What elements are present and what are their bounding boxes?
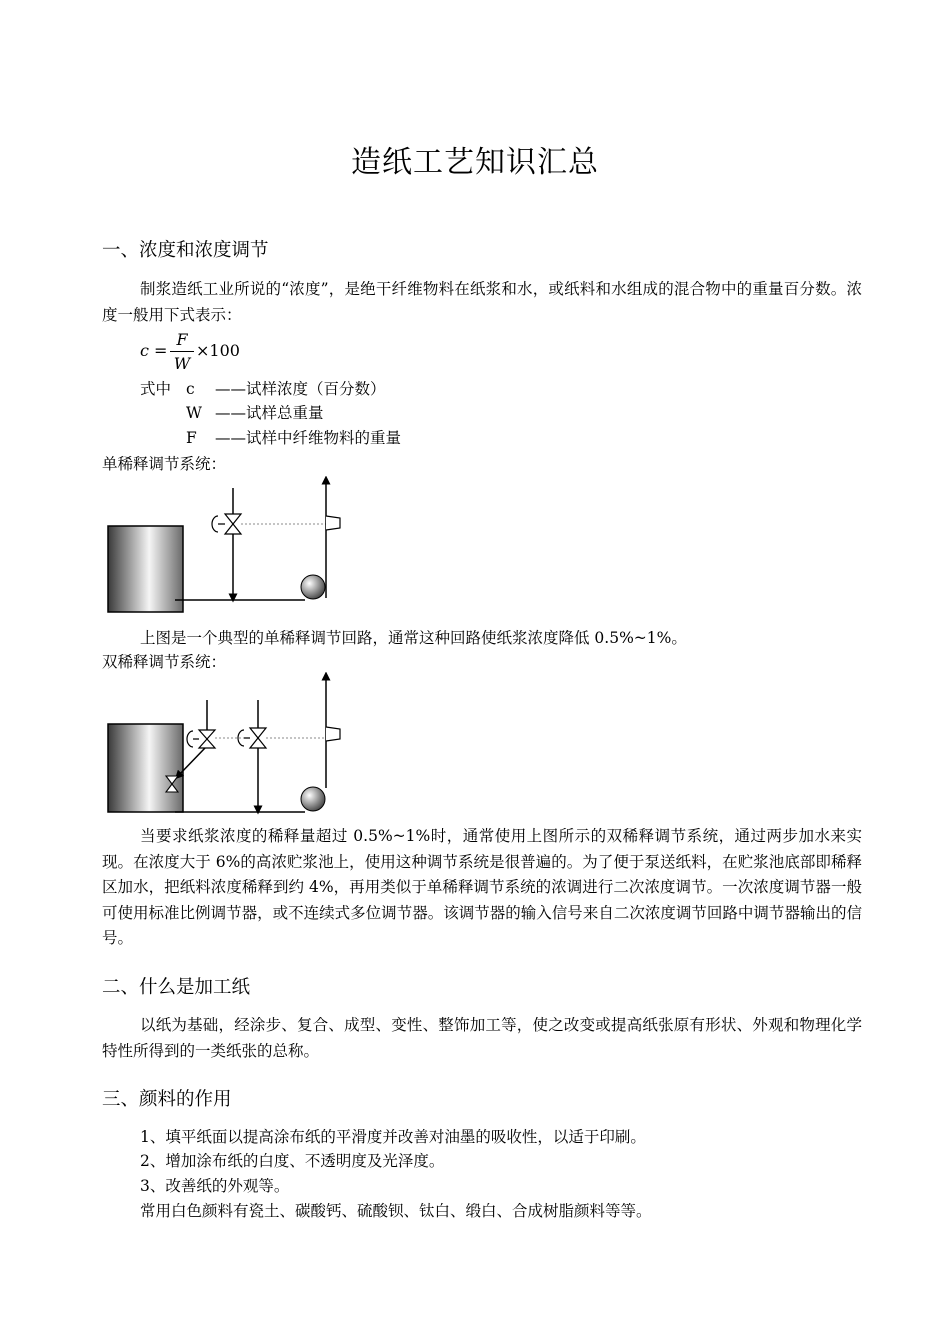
formula-denominator: W xyxy=(173,354,191,373)
section-heading-processed-paper: 二、什么是加工纸 xyxy=(102,977,251,998)
def-text-w: ——试样总重量 xyxy=(215,404,324,422)
secondary-valve-icon xyxy=(238,728,266,748)
pigment-item-3: 3、改善纸的外观等。 xyxy=(140,1177,290,1195)
high-consistency-tank xyxy=(108,724,183,812)
primary-valve-icon xyxy=(187,730,215,748)
where-label: 式中 xyxy=(140,380,172,398)
single-dilution-caption: 上图是一个典型的单稀释调节回路，通常这种回路使纸浆浓度降低 0.5%~1%。 xyxy=(140,629,687,647)
pump-icon-2 xyxy=(301,787,325,811)
double-dilution-text: 当要求纸浆浓度的稀释量超过 0.5%~1%时，通常使用上图所示的双稀释调节系统，通过两步加水来实现。在浓度大于 6%的高浓贮浆池上，使用这种调节系统是很普遍的。为了便于泵送纸料，在贮浆池底部即稀释区加水，把纸料浓度稀释到约 4%，再用类似于单稀释调节系统的浓调进行二次浓度调节。一次浓度调节器一般可使用标准比例调节器，或不连续式多位调节器。该调节器的输入信号来自二次浓度调节回路中调节器输出的信号。 xyxy=(102,827,862,947)
double-dilution-diagram xyxy=(100,672,360,818)
page-title: 造纸工艺知识汇总 xyxy=(351,145,599,180)
section-heading-concentration: 一、浓度和浓度调节 xyxy=(102,240,269,261)
single-dilution-diagram xyxy=(100,476,360,618)
stock-tank xyxy=(108,526,183,612)
formula-numerator: F xyxy=(176,330,188,349)
formula-fraction xyxy=(170,330,194,373)
pigment-item-1: 1、填平纸面以提高涂布纸的平滑度并改善对油墨的吸收性，以适于印刷。 xyxy=(140,1128,646,1146)
def-symbol-f: F xyxy=(186,429,197,447)
pump-icon xyxy=(301,575,325,599)
formula-lhs: c = xyxy=(140,341,168,360)
consistency-sensor-icon-2 xyxy=(326,727,340,741)
section-heading-pigment: 三、颜料的作用 xyxy=(102,1089,232,1110)
def-text-f: ——试样中纤维物料的重量 xyxy=(215,429,402,447)
formula-rhs: ×100 xyxy=(196,341,240,360)
consistency-sensor-icon xyxy=(326,516,340,530)
processed-paper-text: 以纸为基础，经涂步、复合、成型、变性、整饰加工等，使之改变或提高纸张原有形状、外观和物理化学特性所得到的一类纸张的总称。 xyxy=(102,1016,862,1060)
concentration-intro: 制浆造纸工业所说的“浓度”，是绝干纤维物料在纸浆和水，或纸料和水组成的混合物中的重量百分数。浓度一般用下式表示： xyxy=(102,280,862,324)
pigment-summary: 常用白色颜料有瓷土、碳酸钙、硫酸钡、钛白、缎白、合成树脂颜料等等。 xyxy=(140,1202,652,1220)
def-symbol-c: c xyxy=(186,380,195,398)
pigment-item-2: 2、增加涂布纸的白度、不透明度及光泽度。 xyxy=(140,1152,445,1170)
def-text-c: ——试样浓度（百分数） xyxy=(215,380,386,398)
def-symbol-w: W xyxy=(186,404,202,422)
control-valve-icon xyxy=(212,514,241,534)
single-dilution-label: 单稀释调节系统： xyxy=(102,455,227,473)
double-dilution-label: 双稀释调节系统： xyxy=(102,653,227,671)
